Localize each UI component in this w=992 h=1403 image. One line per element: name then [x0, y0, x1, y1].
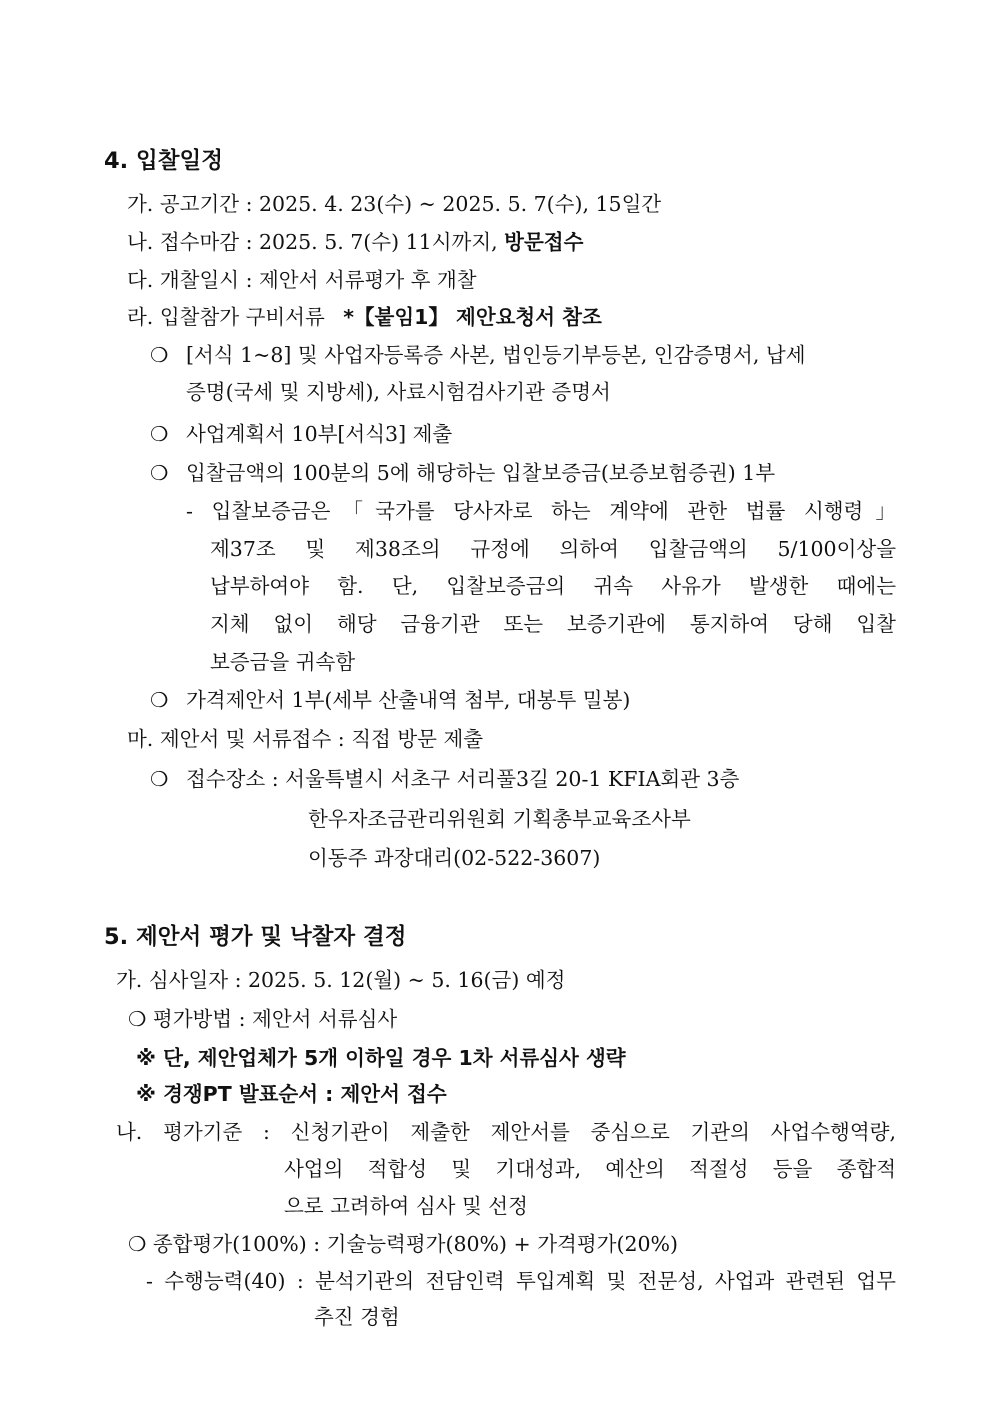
criteria-line-2: 사업의 적합성 및 기대성과, 예산의 적절성 등을 종합적 — [284, 1157, 896, 1181]
opening-date: 다. 개찰일시 : 제안서 서류평가 후 개찰 — [127, 268, 477, 292]
place-line-1 — [150, 764, 739, 794]
posting-period: 가. 공고기간 : 2025. 4. 23(수) ~ 2025. 5. 7(수), 15일간 — [127, 192, 662, 216]
section-4-title: 4. 입찰일정 — [104, 148, 223, 174]
bullet-icon: ❍ — [150, 688, 169, 712]
performance-line-1: - 수행능력(40) : 분석기관의 전담인력 투입계획 및 전문성, 사업과 관련된 업무 — [146, 1269, 896, 1293]
required-docs-ref: *【붙임1】 제안요청서 참조 — [343, 305, 602, 329]
criteria-line-1: 나. 평가기준 : 신청기관이 제출한 제안서를 중심으로 기관의 사업수행역량, — [116, 1120, 896, 1144]
deadline-text: 나. 접수마감 : 2025. 5. 7(수) 11시까지, — [127, 230, 505, 254]
section-5-title: 5. 제안서 평가 및 낙찰자 결정 — [104, 924, 407, 950]
bullet-icon: ❍ — [150, 461, 169, 485]
doc-item-1 — [150, 340, 806, 370]
performance-line-2: 추진 경험 — [314, 1305, 400, 1329]
deposit-line-2: 제37조 및 제38조의 규정에 의하여 입찰금액의 5/100이상을 — [210, 537, 896, 561]
deposit-line-1: - 입찰보증금은「국가를 당사자로 하는 계약에 관한 법률 시행령」 — [186, 499, 896, 523]
place-line-3: 이동주 과장대리(02-522-3607) — [308, 846, 601, 870]
doc-item-3-text: 입찰금액의 100분의 5에 해당하는 입찰보증금(보증보험증권) 1부 — [186, 461, 776, 485]
doc-item-3 — [150, 458, 775, 488]
doc-item-2 — [150, 419, 452, 449]
deposit-line-4: 지체 없이 해당 금융기관 또는 보증기관에 통지하여 당해 입찰 — [210, 612, 896, 636]
total-evaluation: ❍ 종합평가(100%) : 기술능력평가(80%) + 가격평가(20%) — [128, 1232, 679, 1256]
deadline-bold: 방문접수 — [504, 230, 584, 254]
bullet-icon: ❍ — [150, 422, 169, 446]
bullet-icon: ❍ — [150, 767, 169, 791]
place-line-1-text: 접수장소 : 서울특별시 서초구 서리풀3길 20-1 KFIA회관 3층 — [186, 767, 740, 791]
criteria-line-3: 으로 고려하여 심사 및 선정 — [284, 1194, 528, 1218]
doc-item-4-text: 가격제안서 1부(세부 산출내역 첨부, 대봉투 밀봉) — [186, 688, 631, 712]
deadline — [127, 227, 583, 257]
bullet-icon: ❍ — [150, 343, 169, 367]
note-2: ※ 경쟁PT 발표순서 : 제안서 접수 — [136, 1082, 447, 1106]
doc-item-4 — [150, 685, 630, 715]
required-docs-text: 라. 입찰참가 구비서류 — [127, 305, 332, 329]
submission: 마. 제안서 및 서류접수 : 직접 방문 제출 — [127, 727, 484, 751]
doc-item-1-line1: [서식 1~8] 및 사업자등록증 사본, 법인등기부등본, 인감증명서, 납세 — [186, 343, 806, 367]
required-docs — [127, 302, 602, 332]
deposit-line-3: 납부하여야 함. 단, 입찰보증금의 귀속 사유가 발생한 때에는 — [210, 574, 896, 598]
deposit-line-5: 보증금을 귀속함 — [210, 650, 356, 674]
doc-item-1-line2: 증명(국세 및 지방세), 사료시험검사기관 증명서 — [186, 380, 611, 404]
place-line-2: 한우자조금관리위원회 기획총부교육조사부 — [308, 807, 691, 831]
evaluation-method: ❍ 평가방법 : 제안서 서류심사 — [128, 1007, 398, 1031]
doc-item-2-text: 사업계획서 10부[서식3] 제출 — [186, 422, 453, 446]
review-date: 가. 심사일자 : 2025. 5. 12(월) ~ 5. 16(금) 예정 — [116, 968, 566, 992]
note-1: ※ 단, 제안업체가 5개 이하일 경우 1차 서류심사 생략 — [136, 1046, 626, 1070]
